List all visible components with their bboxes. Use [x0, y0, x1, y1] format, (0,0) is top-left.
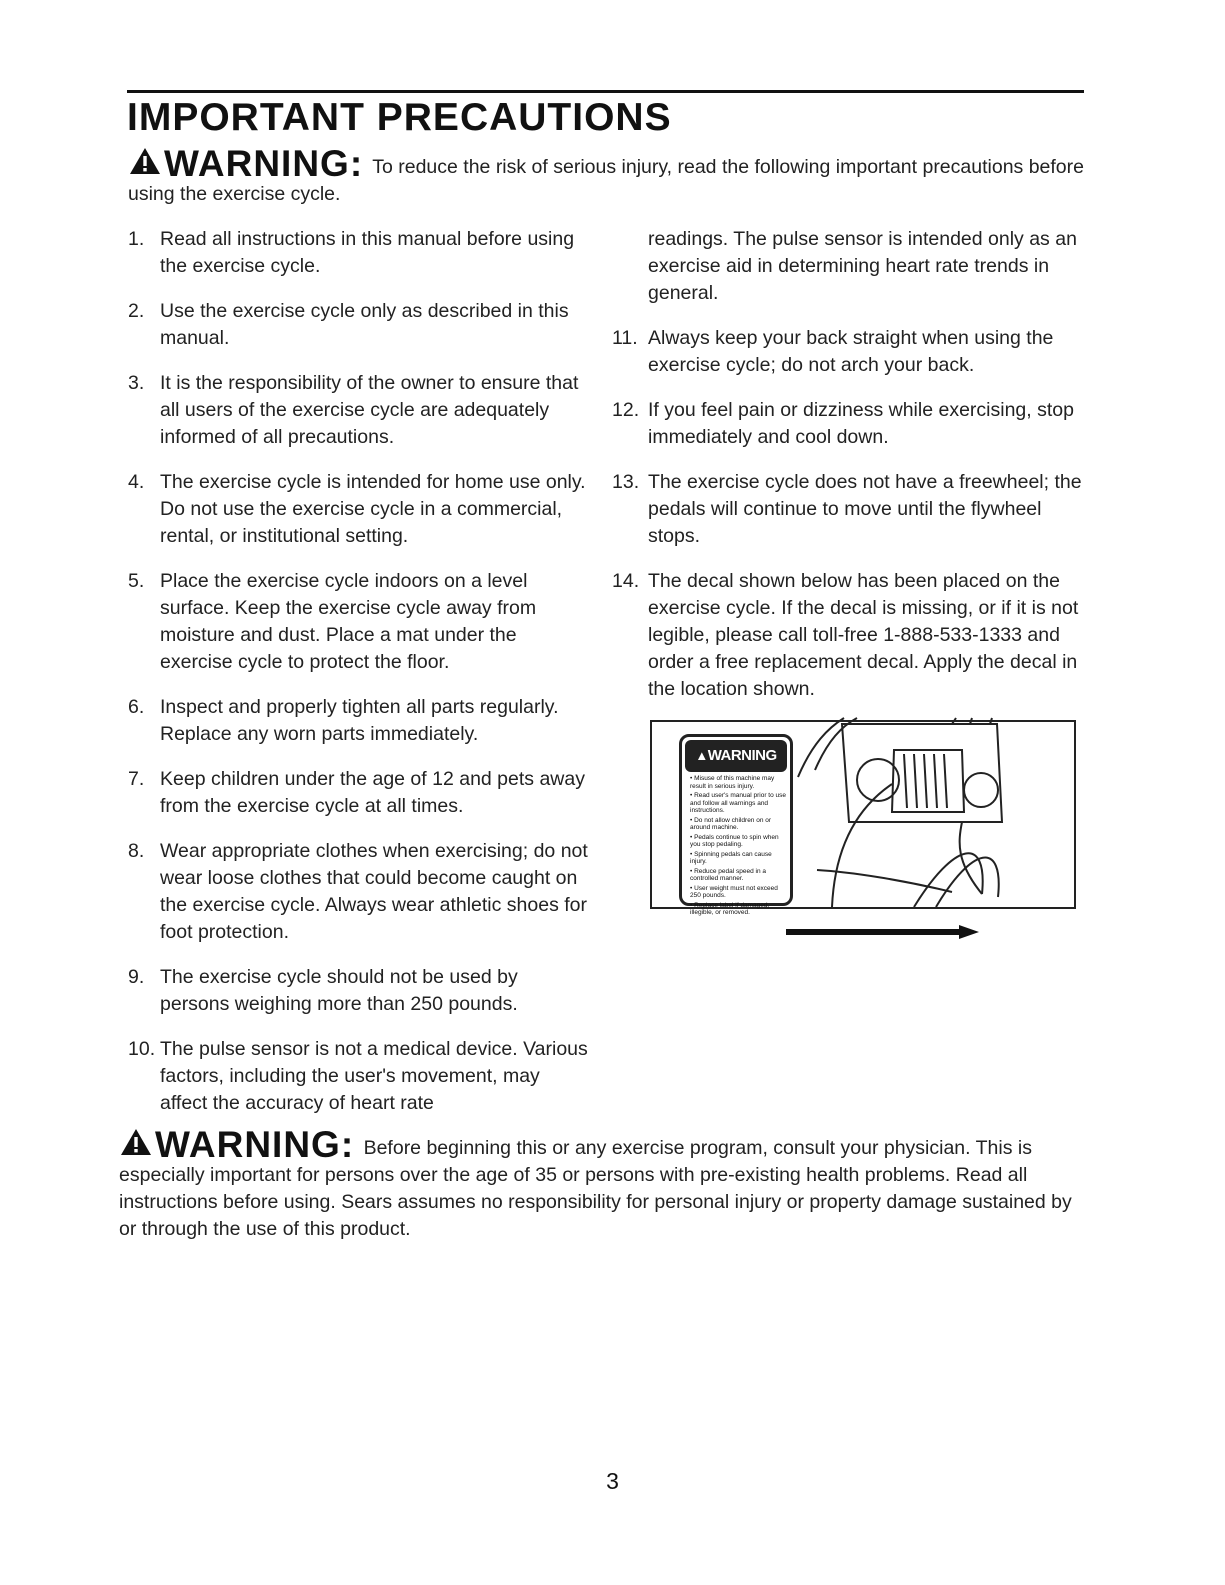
title-rule: [127, 90, 1084, 93]
decal-heading-text: WARNING: [707, 747, 777, 764]
precaution-item: [128, 964, 588, 1018]
precaution-item: [612, 397, 1087, 451]
warning-triangle-icon: [119, 1127, 153, 1157]
decal-bullet: • Spinning pedals can cause injury.: [690, 850, 772, 865]
item-text: The exercise cycle should not be used by persons weighing more than 250 pounds.: [160, 966, 518, 1015]
item-text: Always keep your back straight when using the exercise cycle; do not arch your back.: [648, 327, 1054, 376]
precaution-item: [128, 766, 588, 820]
precaution-item: [128, 226, 588, 280]
decal-bullet: • Reduce pedal speed in a controlled manner.: [690, 867, 766, 882]
decal-bullet: • Pedals continue to spin when you stop pedaling.: [690, 833, 779, 848]
item-text: Read all instructions in this manual before using the exercise cycle.: [160, 228, 575, 277]
warning-decal: [679, 734, 793, 916]
decal-bullet: • Read user's manual prior to use and follow all warnings and instructions.: [690, 792, 787, 814]
item-number: 13.: [612, 471, 640, 493]
precautions-left-column: [128, 226, 588, 1135]
precaution-item: [128, 298, 588, 352]
warning-physician-text: Before beginning this or any exercise program, consult your physician. This is especially important for persons over the age of 35 or persons with pre-existing health problems. Read all instructions before using. Sears assumes no responsibility for personal injury or property damage sustained by or through the use of this product.: [119, 1137, 1072, 1240]
decal-bullet: • User weight must not exceed 250 pounds.: [690, 884, 778, 899]
item-text: Use the exercise cycle only as described in this manual.: [160, 300, 569, 349]
item-number: 14.: [612, 570, 640, 592]
decal-location-figure: [650, 720, 1076, 916]
item-text: If you feel pain or dizziness while exercising, stop immediately and cool down.: [648, 399, 1074, 448]
item-text: Wear appropriate clothes when exercising; do not wear loose clothes that could become caught on the exercise cycle. Always wear athletic shoes for foot protection.: [160, 840, 588, 943]
precautions-right-column: [612, 226, 1087, 721]
decal-bullet: • Replace label if damaged, illegible, or removed.: [690, 901, 770, 916]
item-number: 4.: [128, 471, 145, 493]
precaution-item: [128, 370, 588, 451]
item-number: 12.: [612, 399, 640, 421]
precaution-item: [612, 469, 1087, 550]
precaution-item: [612, 568, 1087, 703]
item-text: Place the exercise cycle indoors on a level surface. Keep the exercise cycle away from moisture and dust. Place a mat under the exercise cycle to protect the floor.: [160, 570, 537, 673]
item-number: 2.: [128, 300, 145, 322]
item-text: Keep children under the age of 12 and pets away from the exercise cycle at all times.: [160, 768, 585, 817]
warning-label: WARNING:: [164, 143, 364, 184]
item-text: The decal shown below has been placed on the exercise cycle. If the decal is missing, or if it is not legible, please call toll-free 1-888-533-1333 and order a free replacement decal. Apply the decal in the location shown.: [648, 570, 1079, 700]
item-text: The exercise cycle is intended for home use only. Do not use the exercise cycle in a commercial, rental, or institutional setting.: [160, 471, 586, 547]
item-number: 7.: [128, 768, 145, 790]
warning-intro: [128, 143, 1088, 208]
page-title: IMPORTANT PRECAUTIONS: [127, 96, 672, 139]
decal-warning-triangle-icon: ▲: [695, 748, 708, 763]
precaution-item: [612, 325, 1087, 379]
item-text: It is the responsibility of the owner to ensure that all users of the exercise cycle are adequately informed of all precautions.: [160, 372, 579, 448]
warning-intro-text: To reduce the risk of serious injury, read the following important precautions before using the exercise cycle.: [128, 156, 1084, 205]
item-text: Inspect and properly tighten all parts regularly. Replace any worn parts immediately.: [160, 696, 559, 745]
item-number: 10.: [128, 1038, 156, 1060]
item-number: 6.: [128, 696, 145, 718]
precaution-item: [128, 1036, 588, 1117]
precaution-item: [128, 568, 588, 676]
item-number: 8.: [128, 840, 145, 862]
item-number: 3.: [128, 372, 145, 394]
page-number: 3: [606, 1468, 619, 1494]
item-text: The exercise cycle does not have a freewheel; the pedals will continue to move until the flywheel stops.: [648, 471, 1082, 547]
warning-label: WARNING:: [155, 1124, 355, 1165]
decal-bullet-list: [682, 775, 790, 917]
item-number: 5.: [128, 570, 145, 592]
decal-heading: [685, 740, 787, 772]
item-number: 9.: [128, 966, 145, 988]
item-number: 11.: [612, 327, 638, 349]
warning-physician: [119, 1124, 1094, 1243]
item-number: 1.: [128, 228, 145, 250]
warning-triangle-icon: [128, 146, 162, 176]
item-text: The pulse sensor is not a medical device. Various factors, including the user's movement, may affect the accuracy of heart rate: [160, 1038, 588, 1114]
item-10-continued: readings. The pulse sensor is intended only as an exercise aid in determining heart rate trends in general.: [648, 228, 1077, 304]
decal-bullet: • Do not allow children on or around machine.: [690, 816, 772, 831]
precaution-item: [128, 838, 588, 946]
decal-bullet: • Misuse of this machine may result in serious injury.: [690, 775, 775, 790]
precaution-item: [128, 469, 588, 550]
precaution-item: [128, 694, 588, 748]
